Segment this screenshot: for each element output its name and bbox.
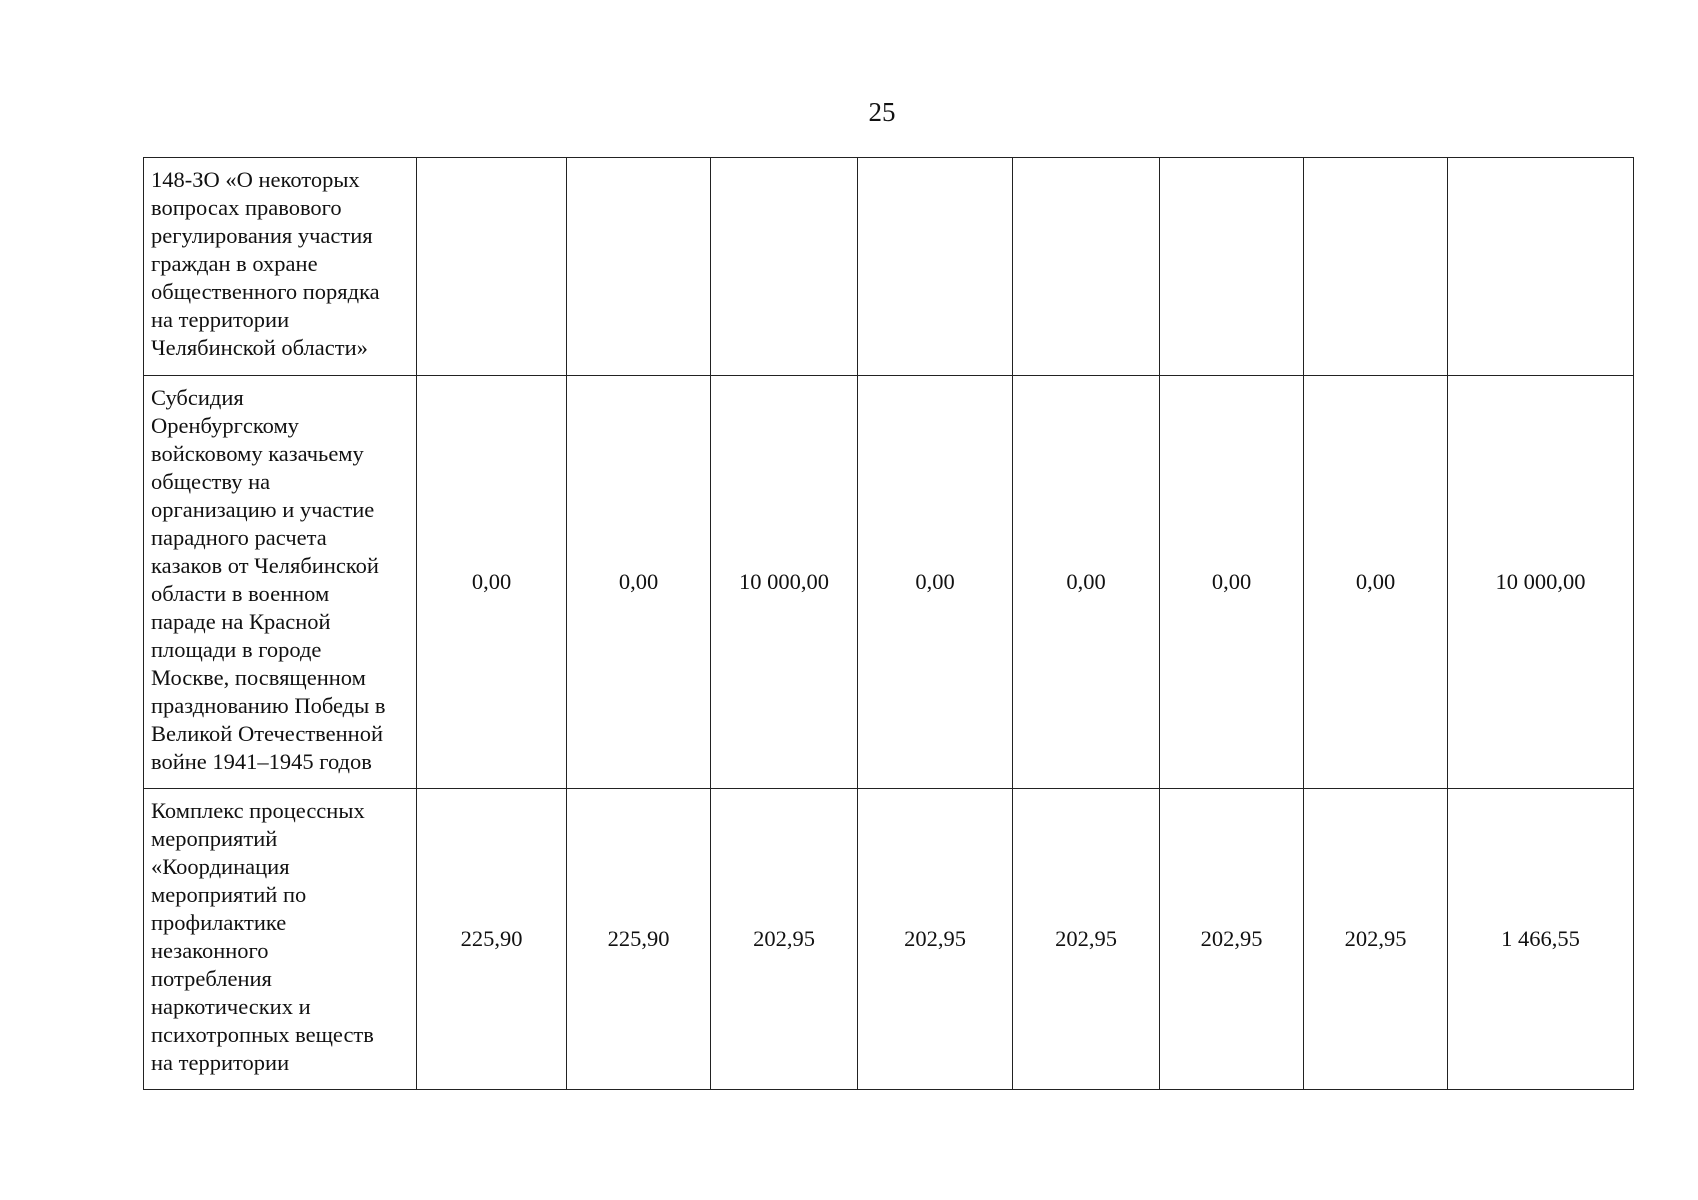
value-cell: 0,00 <box>858 376 1013 789</box>
table-row <box>144 376 1634 789</box>
table-row <box>144 789 1634 1090</box>
value-cell: 225,90 <box>417 789 567 1090</box>
row-label-cell <box>144 158 417 376</box>
value-cell <box>711 158 858 376</box>
value-cell <box>567 158 711 376</box>
value-cell: 202,95 <box>1304 789 1448 1090</box>
value-cell: 10 000,00 <box>711 376 858 789</box>
row-label: 148-ЗО «О некоторых вопросах правового регулирования участия граждан в охране общественного порядка на территории Челябинской области» <box>151 167 380 360</box>
row-label-cell <box>144 376 417 789</box>
row-label: Комплекс процессных мероприятий «Координация мероприятий по профилактике незаконного потребления наркотических и психотропных веществ на территории <box>151 798 374 1075</box>
value-cell: 0,00 <box>1304 376 1448 789</box>
total-cell <box>1448 158 1634 376</box>
page-number: 25 <box>868 97 896 127</box>
value-cell: 225,90 <box>567 789 711 1090</box>
value-cell <box>858 158 1013 376</box>
value-cell: 202,95 <box>1013 789 1160 1090</box>
total-cell: 10 000,00 <box>1448 376 1634 789</box>
value-cell: 0,00 <box>567 376 711 789</box>
value-cell: 0,00 <box>417 376 567 789</box>
row-label: Субсидия Оренбургскому войсковому казачьему обществу на организацию и участие парадного расчета казаков от Челябинской области в военном параде на Красной площади в городе Москве, посвященном празднованию Победы в Великой Отечественной войне 1941–1945 годов <box>151 385 386 774</box>
value-cell: 202,95 <box>858 789 1013 1090</box>
value-cell: 202,95 <box>711 789 858 1090</box>
value-cell: 0,00 <box>1013 376 1160 789</box>
value-cell: 0,00 <box>1160 376 1304 789</box>
value-cell <box>1160 158 1304 376</box>
value-cell: 202,95 <box>1160 789 1304 1090</box>
total-cell: 1 466,55 <box>1448 789 1634 1090</box>
value-cell <box>417 158 567 376</box>
row-label-cell <box>144 789 417 1090</box>
budget-table <box>143 157 1634 1090</box>
table-row <box>144 158 1634 376</box>
value-cell <box>1304 158 1448 376</box>
value-cell <box>1013 158 1160 376</box>
